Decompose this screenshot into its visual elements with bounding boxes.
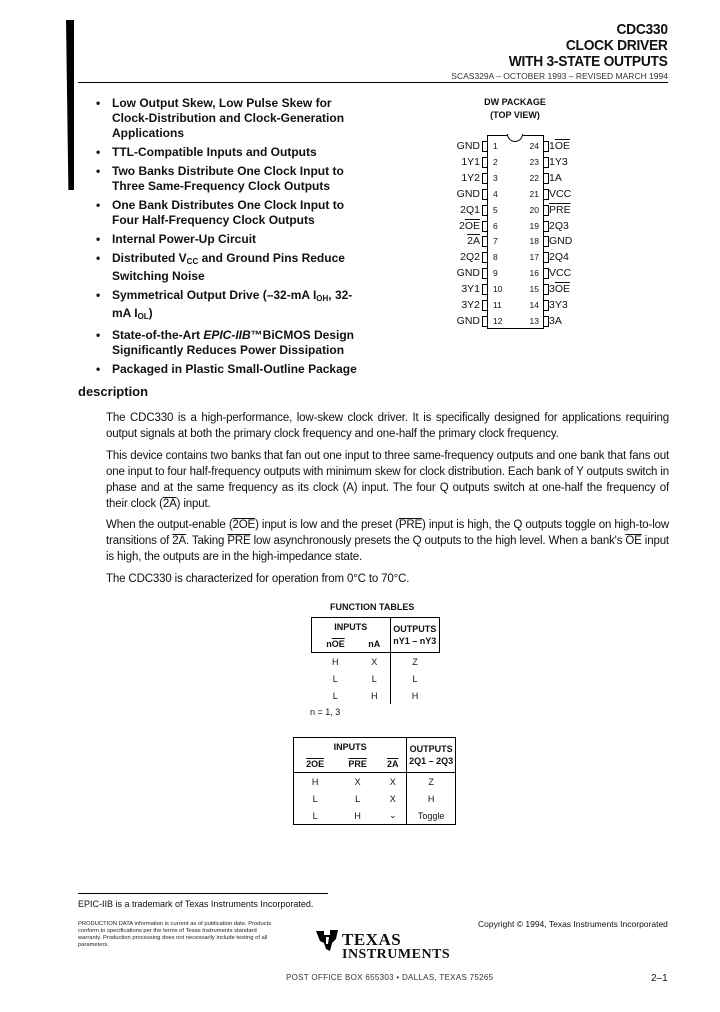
pin-stub <box>482 173 488 184</box>
table-row: H X X Z <box>294 773 456 791</box>
pin-number: 12 <box>493 315 503 326</box>
doc-reference: SCAS329A – OCTOBER 1993 – REVISED MARCH 1994 <box>451 71 668 81</box>
pin-number: 6 <box>493 220 498 231</box>
pin-stub <box>482 205 488 216</box>
pin-label: 2Q4 <box>549 251 569 264</box>
pin-number: 17 <box>529 252 539 263</box>
pin-stub <box>482 221 488 232</box>
pin-number: 1 <box>493 141 498 151</box>
pin-label: 2Q3 <box>549 219 569 232</box>
pin-number: 24 <box>529 141 539 151</box>
feature-item: • Distributed $V_{CC}$ and Ground Pins Reduce Switching Noise <box>96 251 366 284</box>
pin-number: 21 <box>529 188 539 199</box>
table-row: H X Z <box>312 653 440 671</box>
copyright: Copyright © 1994, Texas Instruments Incorporated <box>478 919 668 929</box>
pin-label: 3Y2 <box>461 299 480 311</box>
function-table-2: INPUTS OUTPUTS 2Q1 – 2Q3 2OE $\overline{PRE}$ 2A H X X Z L L X H L H ⌄ Toggle <box>293 737 456 825</box>
function-table-1: INPUTS OUTPUTS nY1 – nY3 $n\overline{OE}$ nA H X Z L L L L H H <box>311 617 440 704</box>
pin-number: 8 <box>493 252 498 263</box>
pin-stub <box>482 268 488 279</box>
pin-label: GND <box>456 140 480 152</box>
paragraph: When the output-enable (2OE) input is low and the preset $(\overline{PRE})$ input is high, the Q outputs toggle on high-to-low transitions of 2A. Taking $\overline{PRE}$ low asynchronously presets the Q outputs to the high level. When a bank's $\overline{OE}$ input is high, the outputs are in the high-impedance state. <box>106 519 670 563</box>
package-title: DW PACKAGE (TOP VIEW) <box>484 97 546 120</box>
section-heading: description <box>78 384 149 399</box>
pin-number: 13 <box>529 315 539 326</box>
pin-label: VCC <box>549 187 572 200</box>
pin-number: 20 <box>529 204 539 215</box>
pin-label: $\overline{PRE}$ <box>549 203 571 216</box>
pin-number: 19 <box>529 220 539 231</box>
feature-item: • Low Output Skew, Low Pulse Skew for Clock-Distribution and Clock-Generation Applications <box>96 96 366 141</box>
pin-stub <box>482 141 488 152</box>
pin-label: 3Y1 <box>461 283 480 296</box>
pin-label: VCC <box>549 267 572 280</box>
pin-label: 1A <box>549 171 562 184</box>
pin-stub <box>482 157 488 168</box>
part-number: CDC330 <box>616 21 668 38</box>
paragraph: The CDC330 is a high-performance, low-skew clock driver. It is specifically designed for applications requiring output signals at both the primary clock frequency and one-half the primary clock frequency. <box>106 412 669 440</box>
pin-number: 14 <box>529 300 539 310</box>
pin-label: $2\overline{OE}$ <box>458 219 480 232</box>
pin-number: 5 <box>493 204 498 215</box>
pin-label: $3\overline{OE}$ <box>549 283 571 296</box>
table-row: L L X H <box>294 790 456 807</box>
pin-stub <box>482 316 488 327</box>
pin-number: 22 <box>529 172 539 183</box>
header-rule <box>78 82 668 83</box>
pin-number: 18 <box>529 236 539 247</box>
pin-label: 1Y2 <box>461 171 480 184</box>
pin-label: 2Q2 <box>460 251 480 264</box>
pin-label: 2Q1 <box>460 203 480 216</box>
feature-item: • Symmetrical Output Drive (–32-mA $I_{OH}$, 32-mA $I_{OL}$) <box>96 288 366 324</box>
pin-label: 2A <box>467 235 480 248</box>
feature-list <box>96 96 366 381</box>
production-data-note: PRODUCTION DATA information is current as of publication date. Products conform to specifications per the terms of Texas Instruments standard warranty. Production processing does not necessarily include testing of all parameters. <box>78 921 272 948</box>
pin-stub <box>482 189 488 200</box>
address: POST OFFICE BOX 655303 • DALLAS, TEXAS 75265 <box>286 973 494 982</box>
pin-number: 2 <box>493 156 498 167</box>
pin-number: 15 <box>529 284 539 295</box>
function-tables-caption: FUNCTION TABLES <box>330 602 415 612</box>
pin-label: GND <box>456 187 480 200</box>
feature-item: • One Bank Distributes One Clock Input to Four Half-Frequency Clock Outputs <box>96 198 366 228</box>
pin-label: 1Y1 <box>461 155 480 168</box>
table-row: L H H <box>312 687 440 704</box>
pin-label: GND <box>456 267 480 280</box>
pin-number: 10 <box>493 284 503 295</box>
pin-label: 3A <box>549 314 562 327</box>
ti-brand: TEXAS INSTRUMENTS <box>342 930 451 962</box>
pin-stub <box>482 300 488 311</box>
margin-bar <box>66 20 74 190</box>
footer-rule <box>78 893 328 894</box>
pin-label: $1\overline{OE}$ <box>549 140 571 152</box>
paragraph: The CDC330 is characterized for operation from 0°C to 70°C. <box>106 573 410 585</box>
feature-item: • TTL-Compatible Inputs and Outputs <box>96 145 366 160</box>
pin-number: 4 <box>493 188 498 199</box>
pin-stub <box>482 284 488 295</box>
pin-stub <box>482 252 488 263</box>
pin-number: 16 <box>529 268 539 279</box>
pin-label: 1Y3 <box>549 155 568 168</box>
title-line-2: WITH 3-STATE OUTPUTS <box>509 53 668 70</box>
pin-number: 9 <box>493 268 498 279</box>
ti-logo-icon <box>314 927 340 953</box>
pin-number: 11 <box>493 300 502 310</box>
pin-number: 3 <box>493 172 498 183</box>
trademark-note: EPIC-IIB is a trademark of Texas Instruments Incorporated. <box>78 899 314 909</box>
pin-label: 3Y3 <box>549 299 568 311</box>
pin-label: GND <box>549 235 573 248</box>
table-row: L L L <box>312 670 440 687</box>
pin-stub <box>482 236 488 247</box>
page-number: 2–1 <box>651 973 668 984</box>
feature-item: • Two Banks Distribute One Clock Input to Three Same-Frequency Clock Outputs <box>96 164 366 194</box>
feature-item: • Packaged in Plastic Small-Outline Package <box>96 362 366 377</box>
feature-item: • State-of-the-Art EPIC-IIB™BiCMOS Design Significantly Reduces Power Dissipation <box>96 328 366 358</box>
paragraph: This device contains two banks that fan out one input to three same-frequency outputs and one bank that fans out one input to four half-frequency outputs with minimum skew for clock distribution. Each bank of Y outputs switch in phase and at the same frequency as its clock (A) input. The four Q outputs switch at one-half the frequency of their clock (2A) input. <box>106 450 669 510</box>
feature-item: • Internal Power-Up Circuit <box>96 232 366 247</box>
pin-number: 7 <box>493 236 498 247</box>
pin-number: 23 <box>529 156 539 167</box>
table-row: L H ⌄ Toggle <box>294 807 456 825</box>
pin-label: GND <box>456 314 480 327</box>
title-line-1: CLOCK DRIVER <box>566 37 668 54</box>
table-note: n = 1, 3 <box>310 707 341 717</box>
